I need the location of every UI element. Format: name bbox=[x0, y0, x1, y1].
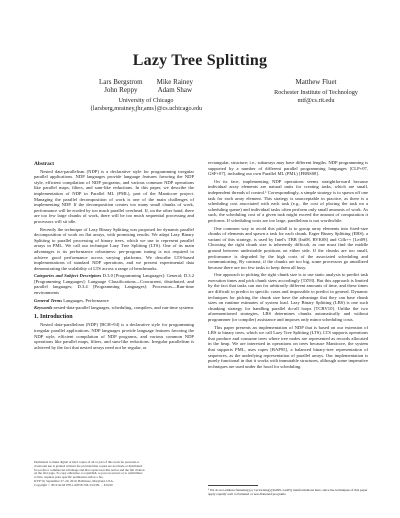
abstract-paragraph: Recently the technique of Lazy Binary Splitting was proposed for dynamic parallel decomposition of work on flat arrays, with promising results. We adapt Lazy Binary Splitting to parallel processing of binary trees, which we use to represent parallel arrays in PML. We call our technique Lazy Tree Splitting (LTS). One of its main advantages is its performance robustness: per-program tuning is not required to achieve good performance across varying platforms. We describe LTS-based implementations of standard NDP operations, and we present experimental data demonstrating the scalability of LTS across a range of benchmarks. bbox=[34, 226, 194, 271]
abstract-heading: Abstract bbox=[34, 161, 55, 167]
permission-line: Permission to make digital or hard copies of all or part of this work for personal or bbox=[34, 460, 140, 464]
author-names-col-2 bbox=[157, 78, 193, 94]
general-terms-label: General Terms bbox=[34, 297, 63, 303]
author-email: mtf@cs.rit.edu bbox=[297, 96, 335, 104]
body-paragraph: rectangular, structure; i.e., subarrays may have different lengths. NDP programming is supported by a number of different parallel programming languages [CLP+07, GSF+07], including our own Parallel ML (PML) [FRRS08]. bbox=[208, 160, 368, 177]
keywords-label: Keywords bbox=[34, 305, 53, 311]
categories-text: D.3.0 [Programming Languages]: General; D.3.2 [Programming Languages]: Language Classifications—Concurrent, distributed, and parallel languages; D.3.4 [Programming Languages]: Processors—Run-time environments bbox=[34, 273, 194, 296]
conference-line: ICFP'10, September 27–29, 2010, Baltimore, Maryland, USA. bbox=[34, 478, 114, 483]
affiliation-rit bbox=[246, 89, 386, 104]
permission-line: to lists, requires prior specific permission and/or a fee. bbox=[34, 475, 104, 480]
author-name: Mike Rainey bbox=[156, 78, 193, 86]
footnote-text: ¹ We do not address flattening (or vectorizing) [Kel99, Les05] transformations here, since the techniques of this paper apply equally well to flattened or non-flattened programs. bbox=[208, 488, 368, 497]
author-name: Lars Bergstrom bbox=[99, 78, 143, 86]
footnote bbox=[208, 482, 368, 496]
author-block-chicago bbox=[56, 78, 236, 112]
author-block-rit bbox=[246, 78, 386, 104]
affiliation-name: Rochester Institute of Technology bbox=[274, 89, 358, 96]
author-emails: {larsberg,mrainey,jhr,ams}@cs.uchicago.edu bbox=[89, 104, 203, 112]
left-column bbox=[34, 160, 194, 352]
author-name: Adam Shaw bbox=[157, 86, 193, 94]
permission-line: for profit or commercial advantage and that copies bear this notice and the full citation bbox=[34, 467, 145, 472]
body-paragraph: One common way to avoid this pitfall is to group array elements into fixed-size chunks of elements and spawn a task for each chunk. Eager Binary Splitting (EBS), a variant of this strategy, is used by Intel's TBB [Int08, RVK08] and Cilk++ [Lei09]. Choosing the right chunk size is inherently difficult, as one must find the middle ground between undesirable positions on either side. If the chunks are too small, performance is degraded by the high costs of the associated scheduling and communicating. By contrast, if the chunks are too big, some processors go unutilized because there are too few tasks to keep them all busy. bbox=[208, 225, 368, 270]
body-paragraph: This paper presents an implementation of NDP that is based on our extension of LBS to binary trees, which we call Lazy Tree Splitting (LTS). LTS supports operations that produce and consume trees where tree nodes are represented as records allocated in the heap. We are interested in operations on trees because Manticore, the system that supports PML, uses ropes [BAP95], a balanced binary-tree representation of sequences, as the underlying representation of parallel arrays. Our implementation is purely functional in that it works with immutable structures, although some imperative techniques are used under the hood for scheduling. bbox=[208, 324, 368, 369]
permission-line: on the first page. To copy otherwise, to republish, to post on servers or to redistribute bbox=[34, 471, 143, 476]
right-column bbox=[208, 160, 368, 371]
body-paragraph: On its face, implementing NDP operations seems straightforward because individual array elements are natural units for creating tasks, which are small, independent threads of control.¹ Correspondingly, a simple strategy is to spawn off one task for each array element. This strategy is unacceptable in practice, as there is a scheduling cost associated with each task (e.g., the cost of placing the task on a scheduling queue) and individual tasks often perform only small amounts of work. As such, the scheduling cost of a given task might exceed the amount of computation it performs. If scheduling costs are too large, parallelism is not worthwhile. bbox=[208, 178, 368, 223]
copyright-line: Copyright © 2010 ACM 978-1-60558-794-3/10/09. . . $10.00 bbox=[34, 482, 113, 487]
affiliation-chicago bbox=[56, 97, 236, 112]
footnote-rule bbox=[208, 485, 258, 486]
keywords bbox=[34, 305, 194, 311]
abstract-paragraph: Nested data-parallelism (NDP) is a declarative style for programming irregular parallel applications. NDP languages provide language features favoring the NDP style, efficient compilation of NDP programs, and various common NDP operations like parallel maps, filters, and sum-like reductions. In this paper, we describe the implementation of NDP in Parallel ML (PML), part of the Manticore project. Managing the parallel decomposition of work is one of the main challenges of implementing NDP. If the decomposition creates too many small chunks of work, performance will be eroded by too much parallel overhead. If, on the other hand, there are too few large chunks of work, there will be too much sequential processing and processors will sit idle. bbox=[34, 168, 194, 224]
affiliation-name: University of Chicago bbox=[118, 97, 174, 104]
author-name: Matthew Fluet bbox=[295, 78, 337, 86]
author-names bbox=[246, 78, 386, 86]
permission-notice bbox=[34, 461, 194, 488]
keywords-text: nested-data-parallel languages, scheduling, compilers, and run-time systems bbox=[53, 305, 194, 311]
general-terms-text: Languages, Performance bbox=[63, 297, 109, 303]
section-heading-introduction: 1. Introduction bbox=[34, 313, 73, 320]
categories-descriptors bbox=[34, 273, 194, 295]
author-names bbox=[56, 78, 236, 94]
author-names-col-1 bbox=[99, 78, 143, 94]
paper-title: Lazy Tree Splitting bbox=[132, 52, 268, 69]
general-terms bbox=[34, 298, 194, 304]
body-paragraph: One approach to picking the right chunk size is to use static analysis to predict task execution times and pick chunk sizes accordingly [TZ93]. But this approach is limited by the fact that tasks can run for arbitrarily different amounts of time, and these times are difficult to predict in specific cases and impossible to predict in general. Dynamic techniques for picking the chunk size have the advantage that they can base chunk sizes on runtime estimates of system load. Lazy Binary Splitting (LBS) is one such chunking strategy for handling parallel do-all loops [TCBV10]. Unlike the two aforementioned strategies, LBS determines chunks automatically and without programmer (or compiler) assistance and imposes only minor scheduling costs. bbox=[208, 272, 368, 323]
categories-label: Categories and Subject Descriptors bbox=[34, 273, 102, 279]
author-name: John Reppy bbox=[104, 86, 138, 94]
intro-paragraph: Nested data-parallelism (NDP) [BCH+94] is a declarative style for programming irregular parallel applications. NDP languages provide language features favoring the NDP style, efficient compilation of NDP programs, and various common NDP operations like parallel maps, filters, and sum-like reductions. Irregular parallelism is achieved by the fact that nested arrays need not be regular, or bbox=[34, 322, 194, 350]
permission-line: classroom use is granted without fee provided that copies are not made or distributed bbox=[34, 463, 143, 468]
